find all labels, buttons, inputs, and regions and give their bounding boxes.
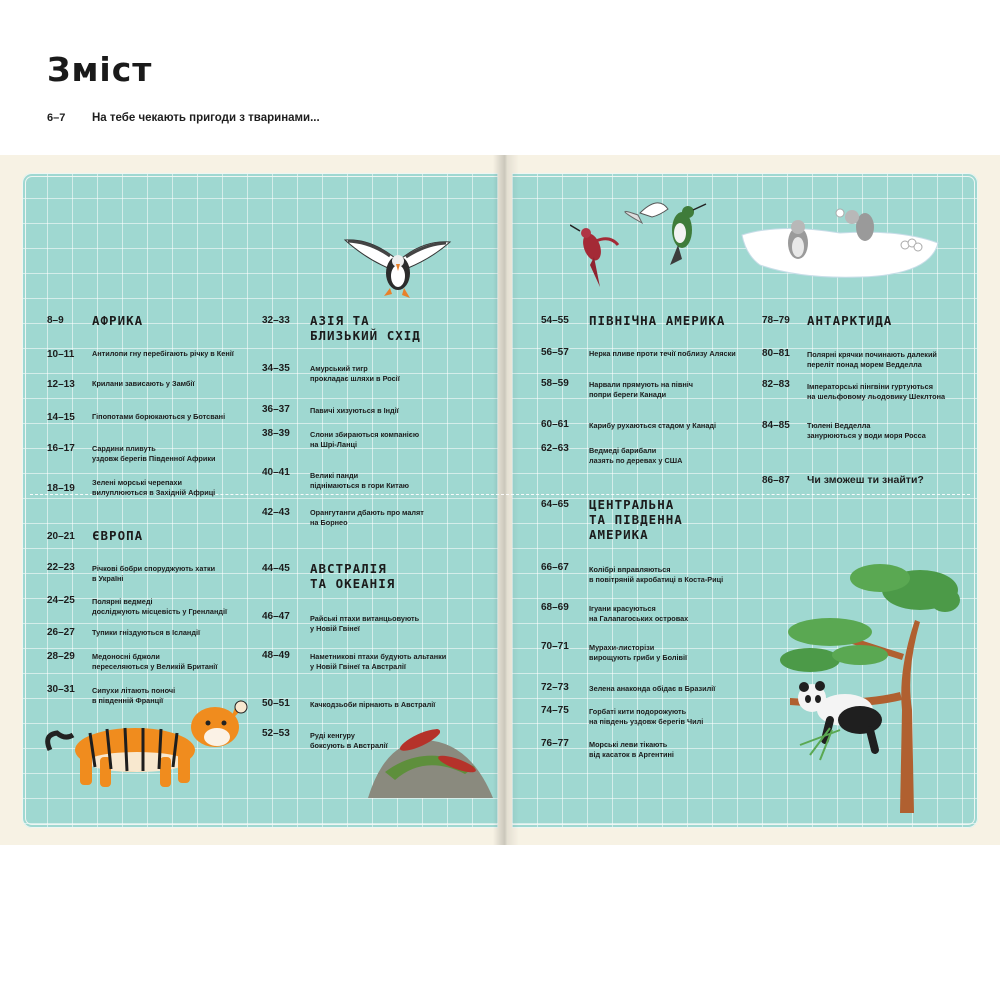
toc-pages: 72–73 [541,682,569,693]
toc-pages: 58–59 [541,378,569,389]
intro-text: На тебе чекають пригоди з тваринами... [92,112,320,124]
toc-pages: 24–25 [47,595,75,606]
toc-pages: 42–43 [262,507,290,518]
section-heading-asia: АЗІЯ ТА БЛИЗЬКИЙ СХІД [310,313,421,343]
penguins-ice-illustration [740,205,940,285]
toc-entry: Ігуани красуються на Галапагоських островах [589,604,689,623]
toc-pages: 86–87 [762,475,790,486]
toc-entry: Морські леви тікають від касаток в Аргентині [589,740,674,759]
toc-pages: 40–41 [262,467,290,478]
toc-pages: 84–85 [762,420,790,431]
toc-pages: 74–75 [541,705,569,716]
section-heading-australia: АВСТРАЛІЯ ТА ОКЕАНІЯ [310,561,396,591]
toc-entry: Наметникові птахи будують альтанки у Новій Гвінеї та Австралії [310,652,447,671]
toc-pages: 54–55 [541,315,569,326]
toc-pages: 20–21 [47,531,75,542]
toc-pages: 16–17 [47,443,75,454]
toc-entry: Колібрі вправляються в повітряній акробатиці в Коста-Риці [589,565,724,584]
page-title: Зміст [47,50,153,89]
toc-pages: 32–33 [262,315,290,326]
section-heading-central-america: ЦЕНТРАЛЬНА ТА ПІВДЕННА АМЕРИКА [589,497,683,542]
toc-pages: 36–37 [262,404,290,415]
puffin-illustration [340,228,455,304]
toc-pages: 22–23 [47,562,75,573]
panda-tree-illustration [770,560,960,815]
toc-pages: 18–19 [47,483,75,494]
toc-entry: Павичі хизуються в Індії [310,406,399,415]
toc-entry: Тюлені Ведделла занурюються у води моря Росса [807,421,926,440]
toc-pages: 10–11 [47,349,75,360]
toc-entry: Качкодзьоби пірнають в Австралії [310,700,436,709]
toc-entry: Амурський тигр прокладає шляхи в Росії [310,364,400,383]
toc-entry: Сипухи літають поночі в південній Франції [92,686,176,705]
toc-entry: Слони збираються компанією на Шрі-Ланці [310,430,420,449]
toc-pages: 34–35 [262,363,290,374]
toc-entry: Карибу рухаються стадом у Канаді [589,421,717,430]
toc-pages: 52–53 [262,728,290,739]
toc-pages: 44–45 [262,563,290,574]
toc-pages: 38–39 [262,428,290,439]
find-heading: Чи зможеш ти знайти? [807,474,924,486]
toc-entry: Полярні ведмеді досліджують місцевість у Гренландії [92,597,228,616]
toc-pages: 50–51 [262,698,290,709]
toc-entry: Зелена анаконда обідає в Бразилії [589,684,716,693]
toc-pages: 80–81 [762,348,790,359]
toc-pages: 56–57 [541,347,569,358]
section-heading-antarctica: АНТАРКТИДА [807,313,893,328]
toc-pages: 70–71 [541,641,569,652]
toc-pages: 78–79 [762,315,790,326]
toc-entry: Орангутанги дбають про малят на Борнео [310,508,424,527]
toc-entry: Полярні крячки починають далекий переліт понад морем Ведделла [807,350,937,369]
toc-pages: 30–31 [47,684,75,695]
toc-entry: Річкові бобри споруджують хатки в Україні [92,564,216,583]
tiger-illustration [45,695,255,795]
toc-entry: Ведмеді барибали лазять по деревах у США [589,446,683,465]
hummingbird-illustration [570,195,710,295]
toc-entry: Горбаті кити подорожують на південь уздовж берегів Чилі [589,707,704,726]
platypus-rock-illustration [365,712,495,800]
section-heading-north-america: ПІВНІЧНА АМЕРИКА [589,313,726,328]
toc-entry: Нарвали прямують на північ попри береги Канади [589,380,693,399]
toc-pages: 62–63 [541,443,569,454]
toc-entry: Антилопи гну перебігають річку в Кенії [92,349,234,358]
toc-entry: Медоносні бджоли переселяються у Великій Британії [92,652,218,671]
toc-entry: Великі панди піднімаються в гори Китаю [310,471,409,490]
intro-pages: 6–7 [47,112,66,124]
toc-entry: Тупики гніздуються в Ісландії [92,628,201,637]
toc-entry: Руді кенгуру боксують в Австралії [310,731,388,750]
toc-entry: Мурахи-листорізи вирощують гриби у Болівії [589,643,688,662]
book-gutter [493,155,519,845]
toc-pages: 64–65 [541,499,569,510]
toc-pages: 28–29 [47,651,75,662]
toc-pages: 46–47 [262,611,290,622]
toc-pages: 60–61 [541,419,569,430]
toc-pages: 26–27 [47,627,75,638]
toc-entry: Райські птахи витанцьовують у Новій Гвінеї [310,614,420,633]
toc-entry: Крилани зависають у Замбії [92,379,195,388]
section-heading-europe: ЄВРОПА [92,528,144,543]
toc-pages: 14–15 [47,412,75,423]
toc-pages: 12–13 [47,379,75,390]
toc-pages: 66–67 [541,562,569,573]
toc-entry: Нерка пливе проти течії поблизу Аляски [589,349,736,358]
section-heading-africa: АФРИКА [92,313,144,328]
toc-pages: 8–9 [47,315,64,326]
toc-entry: Сардини пливуть уздовж берегів Південної Африки [92,444,216,463]
toc-entry: Зелені морські черепахи вилуплюються в Західній Африці [92,478,216,497]
toc-pages: 68–69 [541,602,569,613]
toc-pages: 76–77 [541,738,569,749]
toc-entry: Гіпопотами борюкаються у Ботсвані [92,412,226,421]
toc-pages: 48–49 [262,650,290,661]
toc-entry: Імператорські пінгвіни гуртуються на шельфовому льодовику Шеклтона [807,382,946,401]
toc-pages: 82–83 [762,379,790,390]
